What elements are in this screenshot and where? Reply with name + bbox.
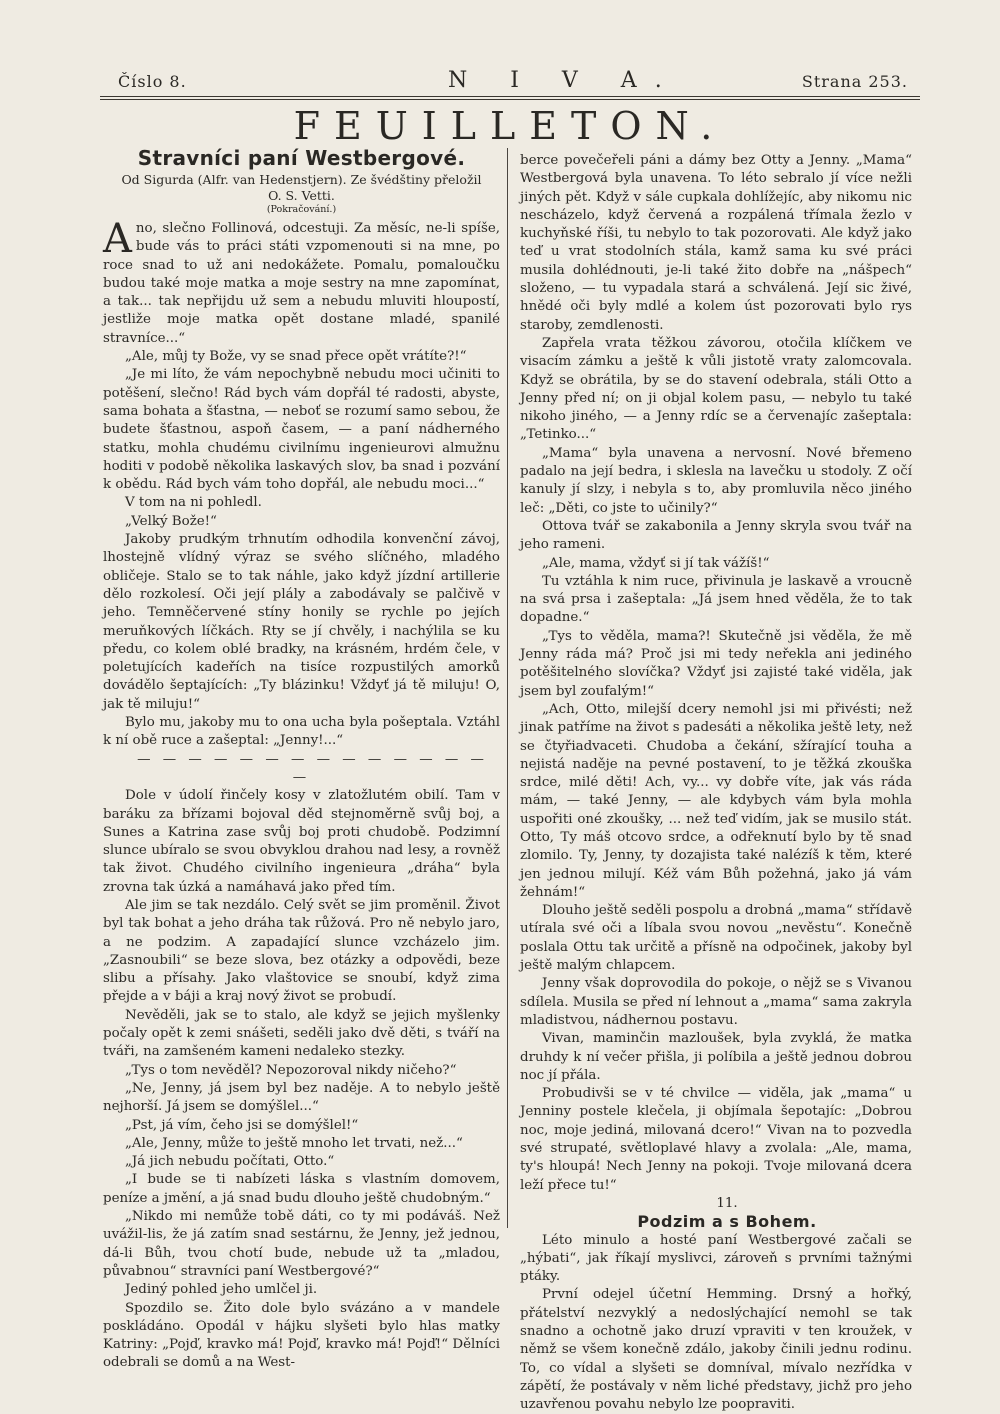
paragraph: „Já jich nebudu počítati, Otto.“ [125, 1154, 335, 1170]
header-rule-top [100, 96, 920, 97]
paragraph: Ottova tvář se zakabonila a Jenny skryla svou tvář na jeho rameni. [520, 518, 912, 553]
paragraph: Bylo mu, jakoby mu to ona ucha byla pošeptala. Vztáhl k ní obě ruce a zašeptal: „Jenny!...“ [103, 715, 500, 749]
paragraph: V tom na ni pohledl. [125, 495, 262, 511]
header-rule-bottom [100, 99, 920, 100]
periodical-title: N I V A. [448, 68, 680, 93]
paragraph: „Nikdo mi nemůže tobě dáti, co ty mi podáváš. Než uvážil-lis, že já zatím snad sestárnu, že Jenny, jež jednou, dá-li Bůh, tvou chotí bude, nebude už ta „mladou, půvabnou“ stravníci paní Westbergové?“ [103, 1209, 500, 1279]
translator-name: O. S. Vetti. [268, 188, 335, 203]
paragraph: „Ale, Jenny, může to ještě mnoho let trvati, než...“ [125, 1135, 463, 1151]
paragraph: „Je mi líto, že vám nepochybně nebudu moci učiniti to potěšení, slečno! Rád bych vám dopřál té radosti, abyste, sama bohata a šťastna, — neboť se rozumí samo sebou, že budete šťastnou, aspoň časem, — a paní nádherného statku, mohla chudému civilnímu ingenieurovi almužnu hoditi v podobě několika laskavých slov, ba snad i pozvání k obědu. Rád bych vám toho dopřál, ale nebudu moci...“ [103, 367, 500, 493]
story-title: Stravníci paní Westbergové. [137, 146, 466, 170]
paragraph: Jakoby prudkým trhnutím odhodila konvenční závoj, lhostejně vlídný výraz se svého slíčného, mladého obličeje. Stalo se to tak náhle, jako když jízdní artillerie dělo rozkolesí. Oči její plály a zabodávaly se palčivě v jeho. Temněčervené stíny honily se rychle po jejích meruňkových líčkách. Rty se jí chvěly, i nachýlila se ku předu, co kolem oblé bradky, na krásném, hrdém čele, v poletujících kadeřích na tisíce rozpustilých amorků dovádělo šeptajících: „Ty blázinku! Vždyť já tě miluju! O, jak tě miluju!“ [103, 532, 500, 712]
paragraph: „I bude se ti nabízeti láska s vlastním domovem, peníze a jmění, a já snad budu dlouho ještě chudobným.“ [103, 1172, 500, 1206]
feuilleton-heading: FEUILLETON. [293, 104, 727, 148]
chapter-number: 11. [716, 1195, 738, 1211]
paragraph: „Ne, Jenny, já jsem byl bez naděje. A to nebylo ještě nejhorší. Já jsem se domýšlel...“ [103, 1080, 500, 1115]
paragraph: Jenny však doprovodila do pokoje, o nějž se s Vivanou sdílela. Musila se před ní lehnout a „mama“ sama zakryla mladistvou, nádhernou postavu. [520, 976, 912, 1028]
right-column [520, 152, 912, 1414]
paragraph: Ale jim se tak nezdálo. Celý svět se jim proměnil. Život byl tak bohat a jeho dráha tak růžová. Pro ně nebylo jaro, a ne podzim. A zapadající slunce vzcházelo jim. „Zasnoubili“ se beze slova, bez otázky a odpovědi, beze slibu a přísahy. Jako vlaštovice se snoubí, když zima přejde a v báji a kraj nový život se probudí. [103, 897, 500, 1005]
paragraph: „Mama“ byla unavena a nervosní. Nové břemeno padalo na její bedra, i sklesla na lavečku u stodoly. Z očí kanuly jí slzy, i nebyla s to, aby promluvila něco jiného leč: „Děti, co jste to učinily?“ [520, 445, 912, 516]
paragraph: Léto minulo a hosté paní Westbergové začali se „hýbati“, jak říkají myslivci, zároveň s prvními tažnými ptáky. [520, 1232, 912, 1285]
paragraph: „Ach, Otto, milejší dcery nemohl jsi mi přivésti; než jinak patříme na život s padesáti a několika ještě lety, než se čtyřiadvaceti. Chudoba a čekání, sžírající touha a nejistá naděje na pevné postavení, to je těžká zkouška srdce, milé děti! Ach, vy... vy dobře víte, jak vás ráda mám, — také Jenny, — ale kdybych vám byla mohla uspořiti oné zkoušky, ... než teď vidím, jak se musilo stát. Otto, Ty máš otcovo srdce, a odřeknutí bylo by tě snad zlomilo. Ty, Jenny, ty dozajista také nalézíš k těm, které jen jednou milují. Kéž vám Bůh požehná, jako já vám žehnám!“ [520, 701, 912, 900]
chapter-title: Podzim a s Bohem. [637, 1212, 817, 1232]
page-header [118, 68, 908, 98]
paragraph: Dlouho ještě seděli pospolu a drobná „mama“ střídavě utírala své oči a líbala svou novou „nevěstu“. Konečně poslala Ottu tak určitě a přísně na odpočinek, jakoby byl ještě malým chlapcem. [520, 903, 912, 974]
paragraph: Zapřela vrata těžkou závorou, otočila klíčkem ve visacím zámku a ještě k vůli jistotě vraty zalomcovala. Když se obrátila, by se do stavení odebrala, stáli Otto a Jenny před ní; on ji objal kolem pasu, — nebylo tu také nikoho jiného, — a Jenny rdíc se a červenajíc zašeptala: „Tetinko...“ [520, 335, 912, 443]
paragraph: „Pst, já vím, čeho jsi se domýšlel!“ [125, 1117, 359, 1133]
paragraph: „Ale, můj ty Bože, vy se snad přece opět vrátíte?!“ [125, 349, 467, 365]
paragraph: „Tys o tom nevěděl? Nepozoroval nikdy ničeho?“ [125, 1062, 457, 1078]
column-divider [507, 148, 508, 1228]
issue-number: Číslo 8. [118, 72, 187, 91]
paragraph: První odejel účetní Hemming. Drsný a hořký, přátelství nezvyklý a nedoslýchající nemohl se tak snadno a ochotně jako druzí vpraviti v ten kroužek, v němž se všem konečně zdálo, jakoby činili jednu rodinu. To, co vídal a slyšeti se domníval, mívalo nezřídka v zápětí, že postávaly v něm liché představy, jichž pro jeho uzavřenou povahu nebylo lze poopraviti. [520, 1287, 912, 1413]
paragraph: Tu vztáhla k nim ruce, přivinula je laskavě a vroucně na svá prsa i zašeptala: „Já jsem hned věděla, že to tak dopadne.“ [520, 573, 912, 626]
paragraph: Ano, slečno Follinová, odcestuji. Za měsíc, ne-li spíše, bude vás to práci státi vzpomenouti si na mne, po roce snad to už ani nedokážete. Pomalu, pomaloučku budou také moje matka a moje sestry na mne zapomínat, a tak... tak nepřijdu už sem a nebudu mluviti hloupostí, jestliže moje matka opět dostane mladé, spanilé stravníce...“ [103, 216, 500, 346]
continuation-note: (Pokračování.) [266, 204, 337, 215]
paragraph: Vivan, maminčin mazloušek, byla zvyklá, že matka druhdy k ní večer přišla, ji políbila a ještě jednou dobrou noc jí přála. [520, 1031, 912, 1083]
paragraph: Dole v údolí řinčely kosy v zlatožlutém obilí. Tam v baráku za břízami bojoval děd stejnoměrně svůj boj, a Sunes a Katrina zase svůj boj proti chudobě. Podzimní slunce ubíralo se svou obvyklou drahou nad lesy, a rovněž tak život. Chudého civilního ingenieura „dráha“ byla zrovna tak úzká a namáhavá jako před tím. [103, 788, 500, 895]
paragraph: Nevěděli, jak se to stalo, ale když se jejich myšlenky počaly opět k zemi snášeti, seděli jako dvě děti, s tváří na tváři, na zamšeném kameni nedaleko stezky. [103, 1007, 500, 1060]
paragraph: Probudivši se v té chvilce — viděla, jak „mama“ u Jenniny postele klečela, ji objímala šepotajíc: „Dobrou noc, moje jediná, milovaná dcero!“ Vivan na to pozvedla své strupaté, světloplavé hlavy a zvolala: „Ale, mama, ty's hloupá! Nech Jenny na pokoji. Tvoje milovaná dcera leží přece tu!“ [520, 1086, 912, 1193]
paragraph: „Tys to věděla, mama?! Skutečně jsi věděla, že mě Jenny ráda má? Proč jsi mi tedy neřekla ani jediného potěšitelného slovíčka? Vždyť jsi zajisté také viděla, jak jsem byl zoufalým!“ [520, 628, 912, 699]
paragraph: „Velký Bože!“ [125, 513, 217, 529]
story-byline: Od Sigurda (Alfr. van Hedenstjern). Ze švédštiny přeložil [121, 172, 482, 187]
paragraph: Spozdilo se. Žito dole bylo svázáno a v mandele poskládáno. Opodál v hájku slyšeti bylo hlas matky Katriny: „Pojď, kravko má! Pojď, kravko má! Pojď!“ Dělníci odebrali se domů a na West- [103, 1300, 500, 1371]
paragraph: Jediný pohled jeho umlčel ji. [125, 1282, 318, 1298]
left-column [103, 146, 500, 1373]
drop-cap: A [103, 216, 132, 262]
paragraph: berce povečeřeli páni a dámy bez Otty a Jenny. „Mama“ Westbergová byla unavena. To léto sebralo jí více nežli jiných pět. Když v sále cupkala dohlížejíc, aby nikomu nic nescházelo, když červená a rozpálená třímala žezlo v kuchyňské říši, tu nebylo to tak pozorovati. Ale když jako teď u vrat stodolních stála, kamž sama ku své práci musila dohlédnouti, je-li také žito dobře na „nášpech“ složeno, — tu vypadala stará a schválená. Její sic živé, hnědé oči byly mdlé a kolem úst pozorovati bylo rys staroby, zemdlenosti. [520, 153, 912, 333]
section-break-dashes: — — — — — — — — — — — — — — — [137, 751, 488, 785]
paragraph: „Ale, mama, vždyť si jí tak vážíš!“ [542, 555, 770, 571]
page-number: Strana 253. [801, 72, 908, 91]
